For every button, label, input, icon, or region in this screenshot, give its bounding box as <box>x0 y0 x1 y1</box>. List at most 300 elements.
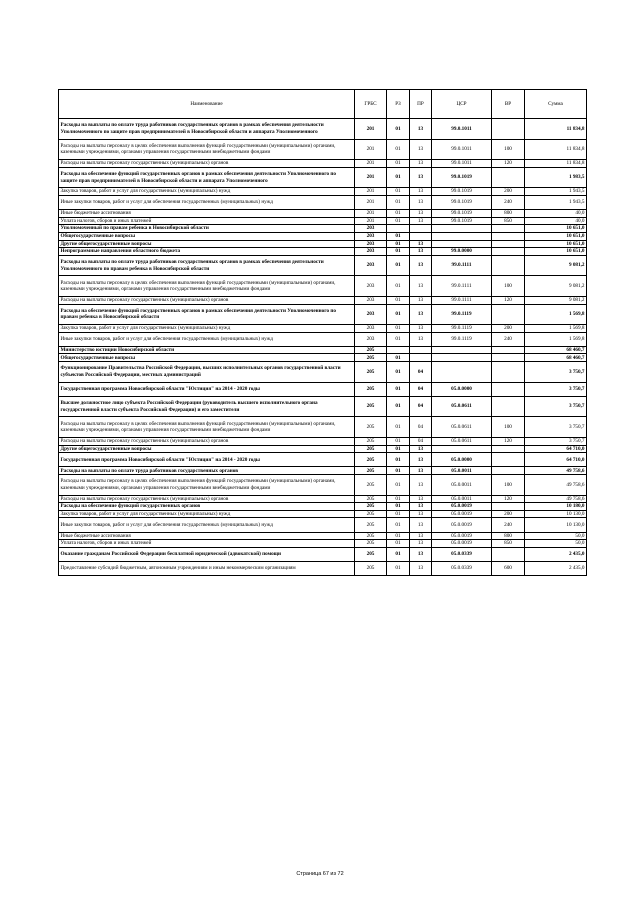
cell-name: Другие общегосударственные вопросы <box>59 240 355 248</box>
cell-grbs: 205 <box>355 467 387 475</box>
cell-csr: 05.0.0019 <box>432 503 492 511</box>
cell-rz: 01 <box>387 255 410 276</box>
header-rz: РЗ <box>387 90 410 119</box>
cell-csr: 05.0.0011 <box>432 495 492 503</box>
cell-csr: 99.0.1011 <box>432 160 492 168</box>
cell-vr <box>492 445 525 453</box>
cell-grbs: 203 <box>355 248 387 256</box>
cell-vr <box>492 167 525 188</box>
cell-name: Закупка товаров, работ и услуг для государственных (муниципальных) нужд <box>59 325 355 333</box>
table-body <box>59 119 587 576</box>
cell-sum: 49 758,6 <box>525 475 587 496</box>
table-row <box>59 453 587 467</box>
cell-name: Уплата налогов, сборов и иных платежей <box>59 540 355 548</box>
cell-grbs: 203 <box>355 276 387 297</box>
table-row <box>59 438 587 446</box>
table-row <box>59 304 587 325</box>
cell-sum: 1 569,8 <box>525 304 587 325</box>
cell-sum: 1 569,8 <box>525 332 587 346</box>
cell-rz: 01 <box>387 139 410 160</box>
cell-grbs: 205 <box>355 540 387 548</box>
cell-rz: 01 <box>387 304 410 325</box>
cell-vr <box>492 382 525 396</box>
cell-sum: 49 758,6 <box>525 495 587 503</box>
table-row <box>59 210 587 218</box>
cell-pr: 13 <box>410 532 432 540</box>
cell-sum: 9 081,2 <box>525 255 587 276</box>
table-row <box>59 495 587 503</box>
cell-csr: 99.0.1019 <box>432 217 492 225</box>
cell-pr: 13 <box>410 561 432 575</box>
table-row <box>59 417 587 438</box>
cell-sum: 11 834,8 <box>525 119 587 140</box>
cell-name: Расходы на обеспечение функций государственных органов в рамках обеспечения деятельности Уполномоченного по правам ребенка в Новосибирской области <box>59 304 355 325</box>
cell-sum: 40,0 <box>525 217 587 225</box>
cell-rz <box>387 346 410 354</box>
cell-name: Иные закупки товаров, работ и услуг для обеспечения государственных (муниципальных) нужд <box>59 518 355 532</box>
cell-rz: 01 <box>387 195 410 209</box>
cell-name: Расходы на выплаты персоналу государственных (муниципальных) органов <box>59 160 355 168</box>
cell-rz: 01 <box>387 362 410 383</box>
cell-grbs: 205 <box>355 532 387 540</box>
cell-pr <box>410 225 432 233</box>
table-row <box>59 475 587 496</box>
cell-csr: 99.0.1011 <box>432 139 492 160</box>
cell-grbs: 203 <box>355 332 387 346</box>
cell-rz: 01 <box>387 354 410 362</box>
cell-rz: 01 <box>387 532 410 540</box>
table-row <box>59 354 587 362</box>
cell-rz: 01 <box>387 332 410 346</box>
cell-pr: 13 <box>410 332 432 346</box>
cell-vr: 200 <box>492 510 525 518</box>
cell-vr: 100 <box>492 417 525 438</box>
table-row <box>59 195 587 209</box>
table-row <box>59 518 587 532</box>
cell-vr <box>492 225 525 233</box>
cell-vr <box>492 503 525 511</box>
cell-csr: 05.0.0611 <box>432 417 492 438</box>
cell-vr: 100 <box>492 475 525 496</box>
cell-csr: 05.0.0011 <box>432 467 492 475</box>
cell-grbs: 205 <box>355 561 387 575</box>
table-row <box>59 467 587 475</box>
cell-vr <box>492 248 525 256</box>
cell-pr: 13 <box>410 248 432 256</box>
cell-name: Расходы на выплаты персоналу в целях обеспечения выполнения функций государственными (муниципальными) органами, казенными учреждениями, органами управления государственными внебюджетными фондами <box>59 276 355 297</box>
cell-name: Иные закупки товаров, работ и услуг для обеспечения государственных (муниципальных) нужд <box>59 332 355 346</box>
cell-csr <box>432 240 492 248</box>
cell-pr: 13 <box>410 210 432 218</box>
cell-grbs: 205 <box>355 518 387 532</box>
cell-pr: 13 <box>410 188 432 196</box>
cell-rz: 01 <box>387 561 410 575</box>
cell-vr <box>492 119 525 140</box>
cell-name: Уплата налогов, сборов и иных платежей <box>59 217 355 225</box>
cell-csr: 05.0.0339 <box>432 561 492 575</box>
cell-vr: 240 <box>492 195 525 209</box>
cell-grbs: 205 <box>355 396 387 417</box>
cell-pr: 13 <box>410 445 432 453</box>
cell-rz: 01 <box>387 495 410 503</box>
cell-grbs: 201 <box>355 139 387 160</box>
cell-sum: 49 758,6 <box>525 467 587 475</box>
table-row <box>59 276 587 297</box>
cell-csr: 05.0.0339 <box>432 547 492 561</box>
cell-vr: 850 <box>492 217 525 225</box>
cell-name: Расходы на выплаты персоналу государственных (муниципальных) органов <box>59 438 355 446</box>
cell-rz: 01 <box>387 167 410 188</box>
cell-vr <box>492 346 525 354</box>
cell-pr: 13 <box>410 325 432 333</box>
table-row <box>59 561 587 575</box>
cell-grbs: 203 <box>355 225 387 233</box>
cell-name: Расходы на выплаты персоналу в целях обеспечения выполнения функций государственными (муниципальными) органами, казенными учреждениями, органами управления государственными внебюджетными фондами <box>59 475 355 496</box>
cell-pr: 13 <box>410 453 432 467</box>
cell-name: Иные бюджетные ассигнования <box>59 210 355 218</box>
table-row <box>59 362 587 383</box>
table-row <box>59 532 587 540</box>
cell-grbs: 205 <box>355 503 387 511</box>
cell-vr: 120 <box>492 296 525 304</box>
cell-csr: 05.0.0011 <box>432 475 492 496</box>
cell-sum: 68 460,7 <box>525 354 587 362</box>
cell-pr: 13 <box>410 195 432 209</box>
cell-csr: 05.0.0611 <box>432 396 492 417</box>
cell-sum: 2 435,0 <box>525 547 587 561</box>
header-name: Наименование <box>59 90 355 119</box>
cell-vr <box>492 547 525 561</box>
cell-grbs: 203 <box>355 240 387 248</box>
cell-pr: 13 <box>410 167 432 188</box>
header-grbs: ГРБС <box>355 90 387 119</box>
cell-grbs: 201 <box>355 160 387 168</box>
cell-grbs: 205 <box>355 445 387 453</box>
cell-csr: 99.0.1019 <box>432 210 492 218</box>
cell-grbs: 203 <box>355 296 387 304</box>
cell-sum: 64 710,0 <box>525 445 587 453</box>
cell-rz: 01 <box>387 438 410 446</box>
cell-vr: 120 <box>492 160 525 168</box>
cell-name: Расходы на выплаты персоналу в целях обеспечения выполнения функций государственными (муниципальными) органами, казенными учреждениями, органами управления государственными внебюджетными фондами <box>59 417 355 438</box>
cell-name: Расходы на выплаты персоналу государственных (муниципальных) органов <box>59 495 355 503</box>
cell-csr: 99.0.1019 <box>432 188 492 196</box>
cell-vr: 600 <box>492 561 525 575</box>
cell-vr <box>492 255 525 276</box>
cell-csr: 05.0.0000 <box>432 382 492 396</box>
cell-grbs: 205 <box>355 475 387 496</box>
cell-csr: 99.0.1111 <box>432 276 492 297</box>
cell-rz: 01 <box>387 445 410 453</box>
cell-pr: 13 <box>410 296 432 304</box>
cell-csr <box>432 225 492 233</box>
cell-pr: 13 <box>410 518 432 532</box>
cell-sum: 9 081,2 <box>525 276 587 297</box>
cell-pr: 13 <box>410 139 432 160</box>
cell-vr: 240 <box>492 332 525 346</box>
cell-pr: 04 <box>410 382 432 396</box>
cell-rz <box>387 225 410 233</box>
cell-rz: 01 <box>387 503 410 511</box>
cell-vr: 100 <box>492 276 525 297</box>
cell-grbs: 201 <box>355 217 387 225</box>
cell-sum: 10 651,0 <box>525 240 587 248</box>
cell-name: Государственная программа Новосибирской области "Юстиция" на 2014 - 2020 годы <box>59 382 355 396</box>
cell-grbs: 203 <box>355 325 387 333</box>
cell-sum: 1 569,8 <box>525 325 587 333</box>
cell-pr: 13 <box>410 475 432 496</box>
cell-sum: 3 750,7 <box>525 438 587 446</box>
cell-grbs: 205 <box>355 382 387 396</box>
cell-vr: 120 <box>492 438 525 446</box>
table-row <box>59 540 587 548</box>
cell-grbs: 201 <box>355 188 387 196</box>
cell-pr: 13 <box>410 467 432 475</box>
table-row <box>59 346 587 354</box>
cell-rz: 01 <box>387 188 410 196</box>
cell-pr: 04 <box>410 438 432 446</box>
table-row <box>59 225 587 233</box>
cell-vr: 120 <box>492 495 525 503</box>
cell-csr: 05.0.0000 <box>432 453 492 467</box>
cell-vr: 240 <box>492 518 525 532</box>
cell-rz: 01 <box>387 240 410 248</box>
cell-pr: 13 <box>410 510 432 518</box>
cell-pr: 13 <box>410 304 432 325</box>
cell-pr: 13 <box>410 160 432 168</box>
cell-name: Закупка товаров, работ и услуг для государственных (муниципальных) нужд <box>59 510 355 518</box>
cell-vr: 850 <box>492 540 525 548</box>
cell-csr: 05.0.0019 <box>432 540 492 548</box>
table-row <box>59 240 587 248</box>
cell-vr: 800 <box>492 210 525 218</box>
cell-csr <box>432 445 492 453</box>
cell-rz: 01 <box>387 453 410 467</box>
table-row <box>59 503 587 511</box>
cell-sum: 1 943,5 <box>525 195 587 209</box>
cell-grbs: 201 <box>355 210 387 218</box>
cell-name: Оказание гражданам Российской Федерации бесплатной юридической (адвокатской) помощи <box>59 547 355 561</box>
cell-pr: 13 <box>410 503 432 511</box>
cell-grbs: 205 <box>355 417 387 438</box>
cell-pr: 13 <box>410 276 432 297</box>
cell-name: Расходы на выплаты по оплате труда работников государственных органов в рамках обеспечения деятельности Уполномоченного по правам ребенка в Новосибирской области <box>59 255 355 276</box>
cell-csr: 99.0.1119 <box>432 332 492 346</box>
cell-name: Общегосударственные вопросы <box>59 354 355 362</box>
cell-pr: 13 <box>410 495 432 503</box>
cell-csr: 05.0.0611 <box>432 438 492 446</box>
cell-name: Уполномоченный по правам ребенка в Новосибирской области <box>59 225 355 233</box>
page-number: Страница 67 из 72 <box>296 871 344 877</box>
cell-vr <box>492 304 525 325</box>
cell-pr <box>410 346 432 354</box>
cell-name: Другие общегосударственные вопросы <box>59 445 355 453</box>
cell-name: Закупка товаров, работ и услуг для государственных (муниципальных) нужд <box>59 188 355 196</box>
table-row <box>59 332 587 346</box>
table-row <box>59 445 587 453</box>
table-row <box>59 217 587 225</box>
cell-name: Непрограммные направления областного бюджета <box>59 248 355 256</box>
cell-rz: 01 <box>387 276 410 297</box>
cell-csr <box>432 362 492 383</box>
cell-sum: 10 130,0 <box>525 518 587 532</box>
cell-name: Министерство юстиции Новосибирской области <box>59 346 355 354</box>
header-vr: ВР <box>492 90 525 119</box>
table-header-row <box>59 90 587 119</box>
cell-vr <box>492 354 525 362</box>
budget-table <box>58 89 587 576</box>
cell-grbs: 203 <box>355 255 387 276</box>
cell-rz: 01 <box>387 232 410 240</box>
table-row <box>59 160 587 168</box>
cell-rz: 01 <box>387 540 410 548</box>
cell-grbs: 205 <box>355 346 387 354</box>
table-row <box>59 382 587 396</box>
cell-sum: 3 750,7 <box>525 382 587 396</box>
cell-rz: 01 <box>387 518 410 532</box>
cell-pr: 13 <box>410 547 432 561</box>
cell-sum: 10 180,0 <box>525 503 587 511</box>
table-row <box>59 167 587 188</box>
cell-pr <box>410 232 432 240</box>
cell-sum: 11 834,8 <box>525 139 587 160</box>
cell-name: Предоставление субсидий бюджетным, автономным учреждениям и иным некоммерческим организациям <box>59 561 355 575</box>
cell-rz: 01 <box>387 119 410 140</box>
table-row <box>59 232 587 240</box>
cell-rz: 01 <box>387 475 410 496</box>
cell-csr: 05.0.0019 <box>432 510 492 518</box>
cell-grbs: 205 <box>355 547 387 561</box>
table-row <box>59 188 587 196</box>
cell-csr: 05.0.0019 <box>432 532 492 540</box>
cell-sum: 64 710,0 <box>525 453 587 467</box>
cell-sum: 10 651,0 <box>525 232 587 240</box>
cell-rz: 01 <box>387 510 410 518</box>
cell-grbs: 205 <box>355 495 387 503</box>
cell-sum: 2 435,0 <box>525 561 587 575</box>
cell-pr <box>410 354 432 362</box>
cell-name: Расходы на обеспечение функций государственных органов в рамках обеспечения деятельности Уполномоченного по защите прав предпринимателей в Новосибирской области и аппарата Уполномоченного <box>59 167 355 188</box>
cell-csr: 99.0.1011 <box>432 119 492 140</box>
cell-sum: 10 130,0 <box>525 510 587 518</box>
cell-csr: 05.0.0019 <box>432 518 492 532</box>
cell-name: Высшее должностное лицо субъекта Российской Федерации (руководитель высшего исполнительного органа государственной власти субъекта Российской Федерации) и его заместители <box>59 396 355 417</box>
cell-sum: 1 943,5 <box>525 188 587 196</box>
cell-pr: 04 <box>410 396 432 417</box>
cell-pr: 13 <box>410 255 432 276</box>
cell-pr: 13 <box>410 217 432 225</box>
cell-vr <box>492 232 525 240</box>
cell-pr: 13 <box>410 119 432 140</box>
header-pr: ПР <box>410 90 432 119</box>
header-sum: Сумма <box>525 90 587 119</box>
cell-sum: 10 651,0 <box>525 248 587 256</box>
cell-rz: 01 <box>387 248 410 256</box>
cell-grbs: 203 <box>355 232 387 240</box>
cell-grbs: 205 <box>355 362 387 383</box>
cell-sum: 50,0 <box>525 532 587 540</box>
cell-rz: 01 <box>387 382 410 396</box>
table-row <box>59 296 587 304</box>
cell-sum: 50,0 <box>525 540 587 548</box>
cell-grbs: 203 <box>355 304 387 325</box>
cell-sum: 3 750,7 <box>525 396 587 417</box>
cell-vr: 200 <box>492 188 525 196</box>
cell-csr: 99.0.1119 <box>432 304 492 325</box>
table-row <box>59 396 587 417</box>
cell-grbs: 205 <box>355 354 387 362</box>
cell-grbs: 205 <box>355 510 387 518</box>
cell-rz: 01 <box>387 417 410 438</box>
cell-rz: 01 <box>387 217 410 225</box>
cell-grbs: 205 <box>355 438 387 446</box>
cell-csr: 99.0.1119 <box>432 325 492 333</box>
cell-sum: 3 750,7 <box>525 417 587 438</box>
cell-name: Иные бюджетные ассигнования <box>59 532 355 540</box>
cell-pr: 13 <box>410 540 432 548</box>
cell-rz: 01 <box>387 210 410 218</box>
cell-grbs: 205 <box>355 453 387 467</box>
cell-rz: 01 <box>387 467 410 475</box>
cell-grbs: 201 <box>355 195 387 209</box>
cell-sum: 11 834,8 <box>525 160 587 168</box>
cell-sum: 10 651,0 <box>525 225 587 233</box>
cell-csr: 99.0.0000 <box>432 248 492 256</box>
cell-rz: 01 <box>387 396 410 417</box>
cell-vr <box>492 362 525 383</box>
cell-name: Расходы на выплаты по оплате труда работников государственных органов <box>59 467 355 475</box>
cell-sum: 9 081,2 <box>525 296 587 304</box>
cell-vr <box>492 453 525 467</box>
cell-name: Расходы на выплаты персоналу в целях обеспечения выполнения функций государственными (муниципальными) органами, казенными учреждениями, органами управления государственными внебюджетными фондами <box>59 139 355 160</box>
cell-vr <box>492 467 525 475</box>
cell-pr: 04 <box>410 417 432 438</box>
cell-grbs: 201 <box>355 119 387 140</box>
cell-name: Государственная программа Новосибирской области "Юстиция" на 2014 - 2020 годы <box>59 453 355 467</box>
cell-rz: 01 <box>387 325 410 333</box>
cell-vr <box>492 240 525 248</box>
cell-rz: 01 <box>387 160 410 168</box>
cell-sum: 1 983,5 <box>525 167 587 188</box>
cell-vr: 100 <box>492 139 525 160</box>
cell-name: Расходы на обеспечение функций государственных органов <box>59 503 355 511</box>
cell-vr <box>492 396 525 417</box>
cell-name: Иные закупки товаров, работ и услуг для обеспечения государственных (муниципальных) нужд <box>59 195 355 209</box>
cell-name: Расходы на выплаты по оплате труда работников государственных органов в рамках обеспечения деятельности Уполномоченного по защите прав предпринимателей в Новосибирской области и аппарата Уполномоченного <box>59 119 355 140</box>
cell-sum: 68 460,7 <box>525 346 587 354</box>
table-row <box>59 119 587 140</box>
cell-sum: 40,0 <box>525 210 587 218</box>
cell-name: Расходы на выплаты персоналу государственных (муниципальных) органов <box>59 296 355 304</box>
cell-vr: 200 <box>492 325 525 333</box>
cell-csr <box>432 346 492 354</box>
cell-csr: 99.0.1111 <box>432 255 492 276</box>
cell-grbs: 201 <box>355 167 387 188</box>
cell-csr: 99.0.1019 <box>432 195 492 209</box>
table-row <box>59 139 587 160</box>
table-row <box>59 255 587 276</box>
cell-rz: 01 <box>387 296 410 304</box>
table-row <box>59 325 587 333</box>
table-row <box>59 510 587 518</box>
cell-csr <box>432 232 492 240</box>
cell-csr: 99.0.1111 <box>432 296 492 304</box>
table-row <box>59 547 587 561</box>
cell-pr: 13 <box>410 240 432 248</box>
cell-pr: 04 <box>410 362 432 383</box>
header-csr: ЦСР <box>432 90 492 119</box>
table-row <box>59 248 587 256</box>
